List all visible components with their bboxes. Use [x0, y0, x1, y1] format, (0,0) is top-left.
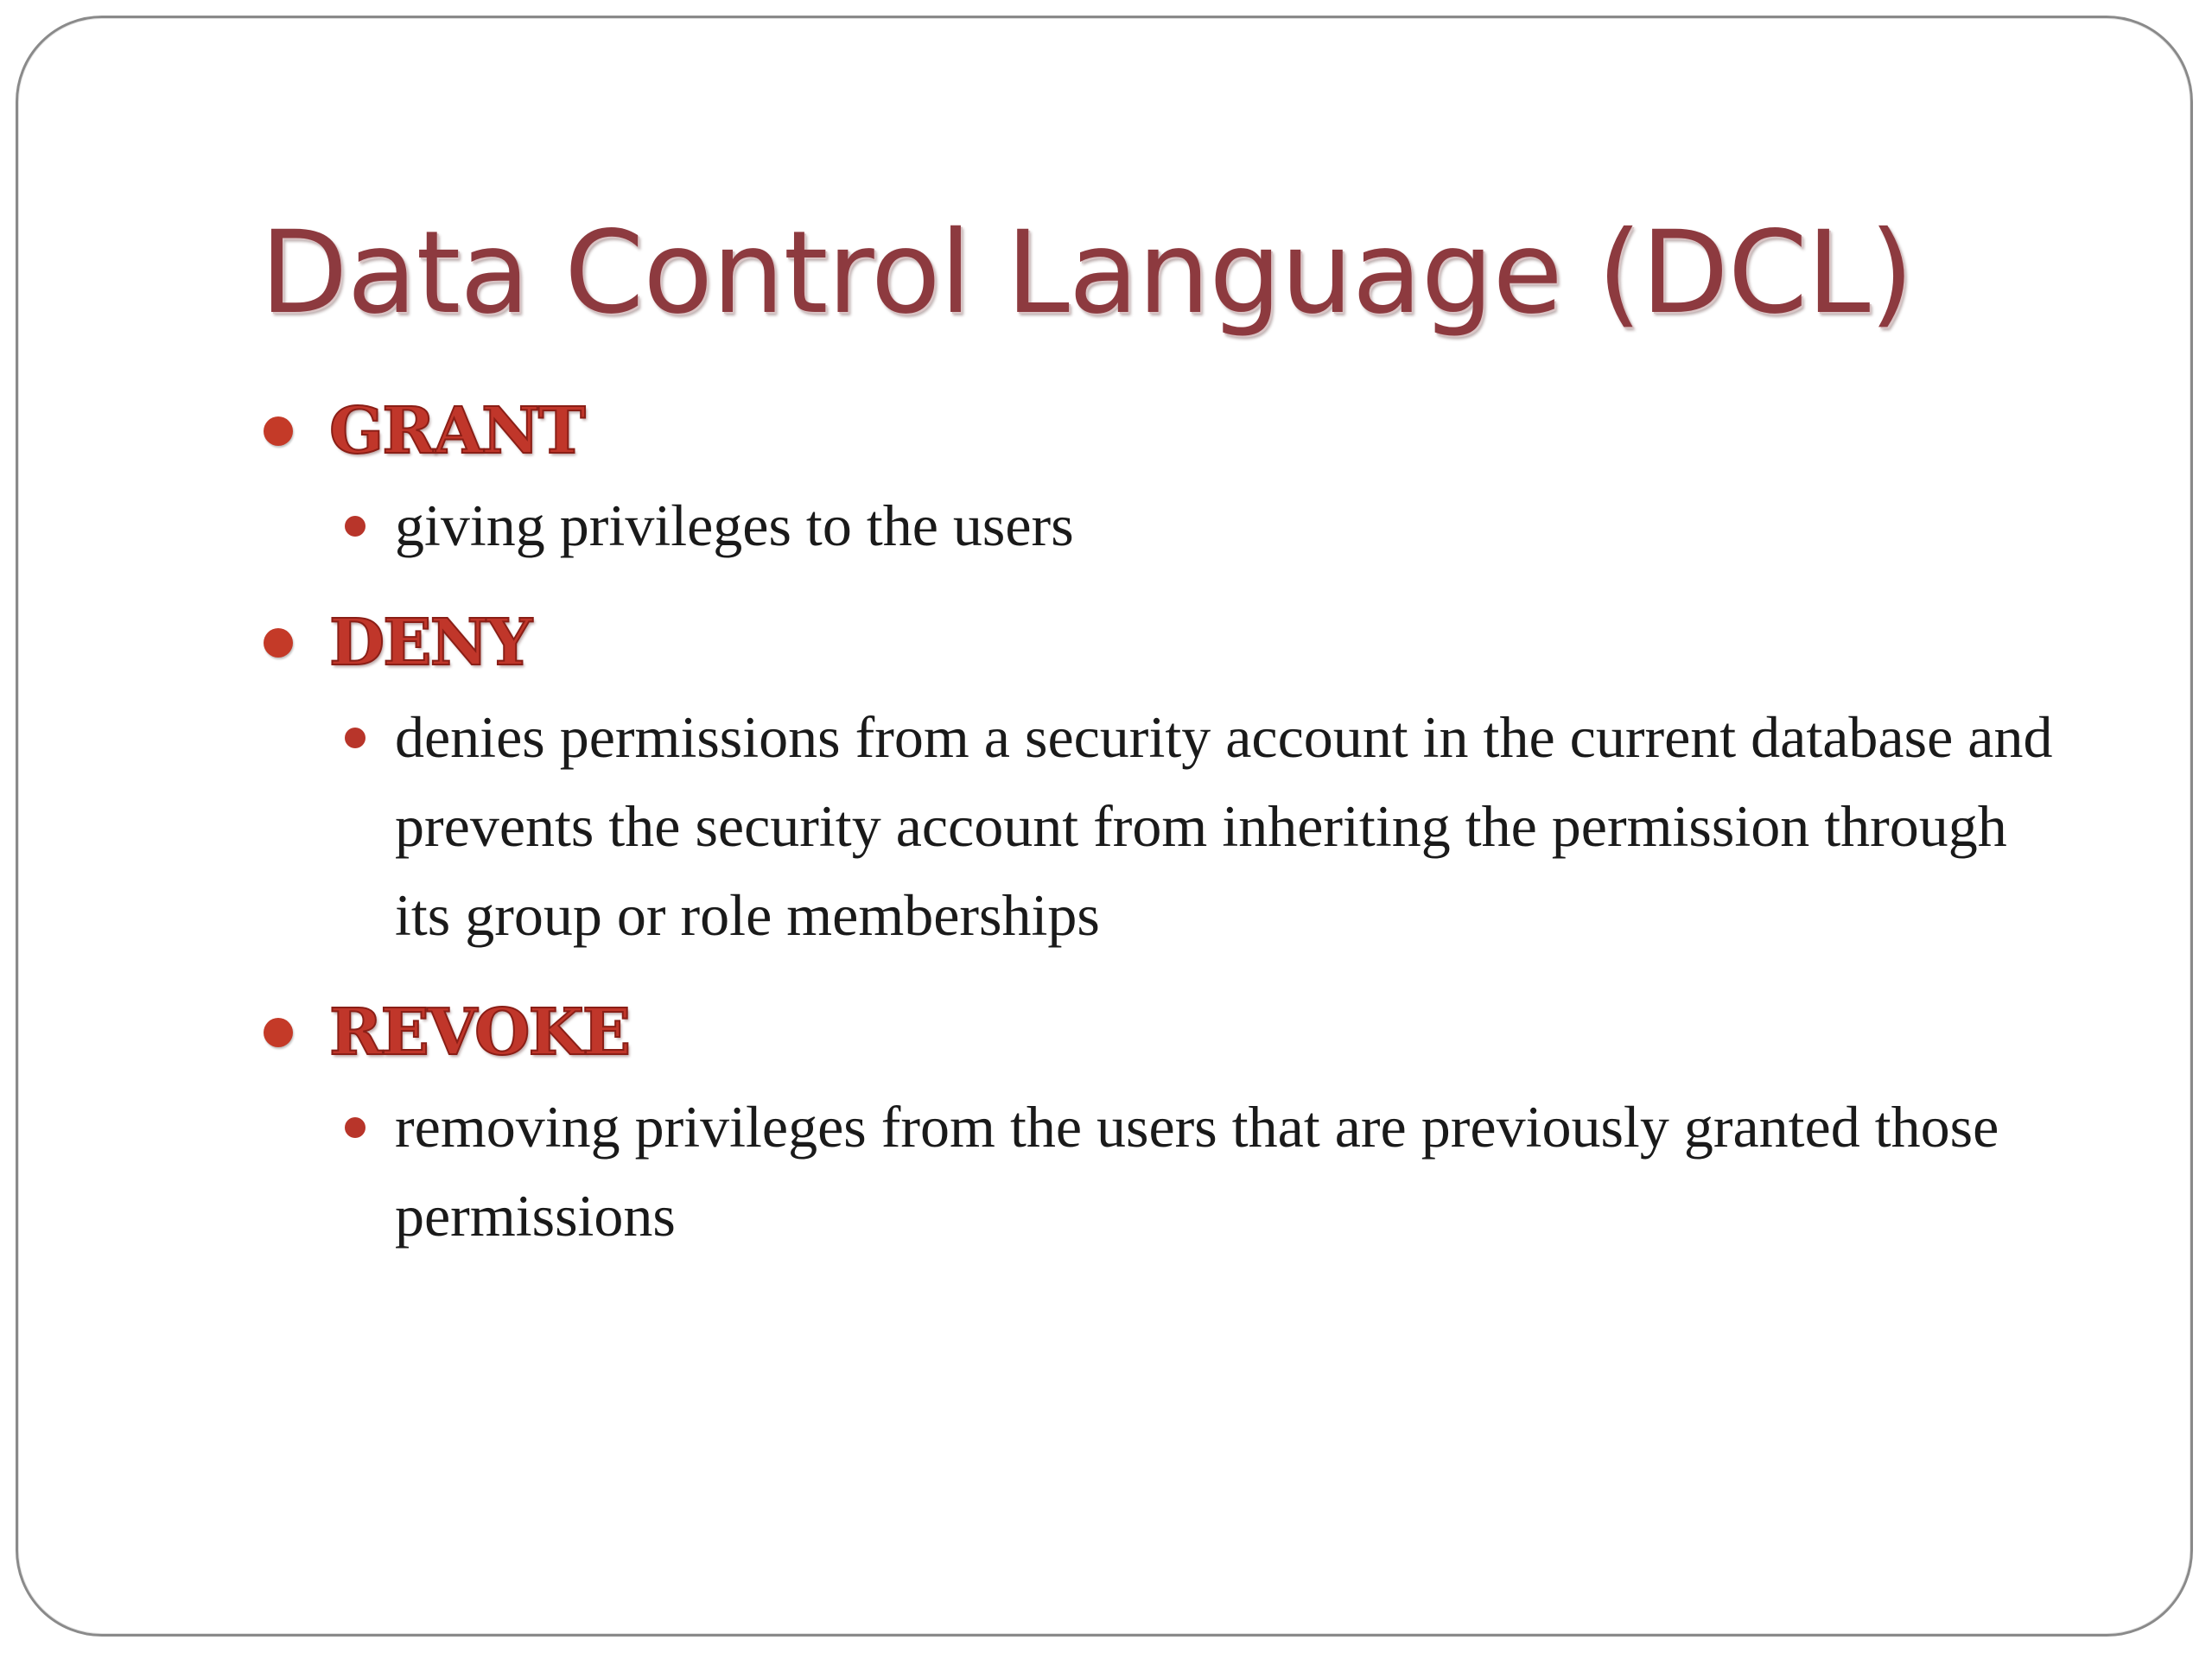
description-text: giving privileges to the users — [395, 493, 1074, 558]
description-text: removing privileges from the users that are previously granted those permissions — [395, 1094, 1999, 1249]
slide-frame — [16, 16, 2193, 1637]
term-item-grant — [260, 381, 2057, 481]
sub-bullet-icon — [345, 728, 365, 748]
term-label: REVOKE — [329, 995, 630, 1070]
slide-title: Data Control Language (DCL) — [260, 207, 1913, 340]
bullet-icon — [264, 416, 293, 446]
description-text: denies permissions from a security account in the current database and prevents the security account from inheriting the permission through its group or role memberships — [395, 704, 2053, 948]
term-label: DENY — [329, 606, 531, 680]
sub-bullet-icon — [345, 516, 365, 537]
bullet-list — [260, 381, 2057, 1283]
description-item-deny — [260, 693, 2057, 960]
bullet-icon — [264, 628, 293, 658]
term-item-deny — [260, 593, 2057, 693]
description-item-revoke — [260, 1083, 2057, 1261]
sub-bullet-icon — [345, 1117, 365, 1138]
description-item-grant — [260, 481, 2057, 570]
term-label: GRANT — [329, 394, 584, 468]
term-item-revoke — [260, 982, 2057, 1083]
bullet-icon — [264, 1018, 293, 1047]
